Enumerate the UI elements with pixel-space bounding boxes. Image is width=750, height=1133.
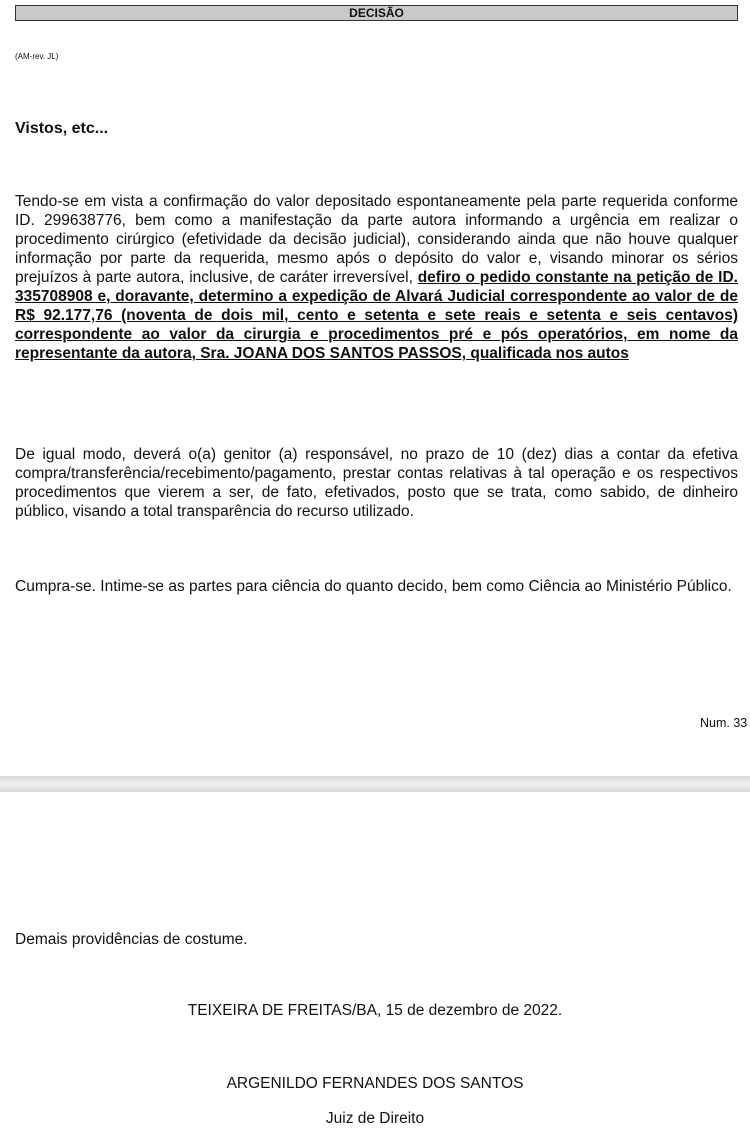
decision-header: [15, 5, 738, 21]
paragraph-compliance: Cumpra-se. Intime-se as partes para ciência do quanto decido, bem como Ciência ao Ministério Público.: [15, 578, 732, 595]
signer-role: Juiz de Direito: [325, 1110, 425, 1127]
page-break: [0, 776, 750, 792]
page-number: Num. 33: [700, 716, 748, 730]
signer-name: ARGENILDO FERNANDES DOS SANTOS: [226, 1075, 524, 1092]
paragraph-main-emphasis: defiro o pedido constante na petição de ID. 335708908 e, doravante, determino a expedição de Alvará Judicial correspondente ao valor de de R$ 92.177,76 (noventa de dois mil, cento e setenta e sete reais e setenta e seis centavos) correspondente ao valor da cirurgia e procedimentos pré e pós operatórios, em nome da representante da autora, Sra. JOANA DOS SANTOS PASSOS, qualificada nos autos: [15, 269, 738, 362]
paragraph-accountability: De igual modo, deverá o(a) genitor (a) responsável, no prazo de 10 (dez) dias a contar da efetiva compra/transferência/recebimento/pagamento, prestar contas relativas à tal operação e os respectivos procedimentos que vierem a ser, de fato, efetivados, posto que se trata, como sabido, de dinheiro público, visando a total transparência do recurso utilizado.: [15, 446, 738, 520]
place-and-date: TEIXEIRA DE FREITAS/BA, 15 de dezembro de 2022.: [187, 1002, 563, 1019]
revision-reference: (AM-rev. JL): [15, 52, 59, 61]
greeting: Vistos, etc...: [15, 120, 109, 137]
paragraph-main-decision: [15, 192, 738, 363]
paragraph-main-text: Tendo-se em vista a confirmação do valor depositado espontaneamente pela parte requerida conforme ID. 299638776, bem como a manifestação da parte autora informando a urgência em realizar o procedimento cirúrgico (efetividade da decisão judicial), considerando ainda que não houve qualquer informação por parte da requerida, mesmo após o depósito do valor e, visando minorar os sérios prejuízos à parte autora, inclusive, de caráter irreversível,: [15, 193, 738, 286]
paragraph-closing: Demais providências de costume.: [15, 931, 248, 948]
decision-title: DECISÃO: [349, 6, 404, 20]
